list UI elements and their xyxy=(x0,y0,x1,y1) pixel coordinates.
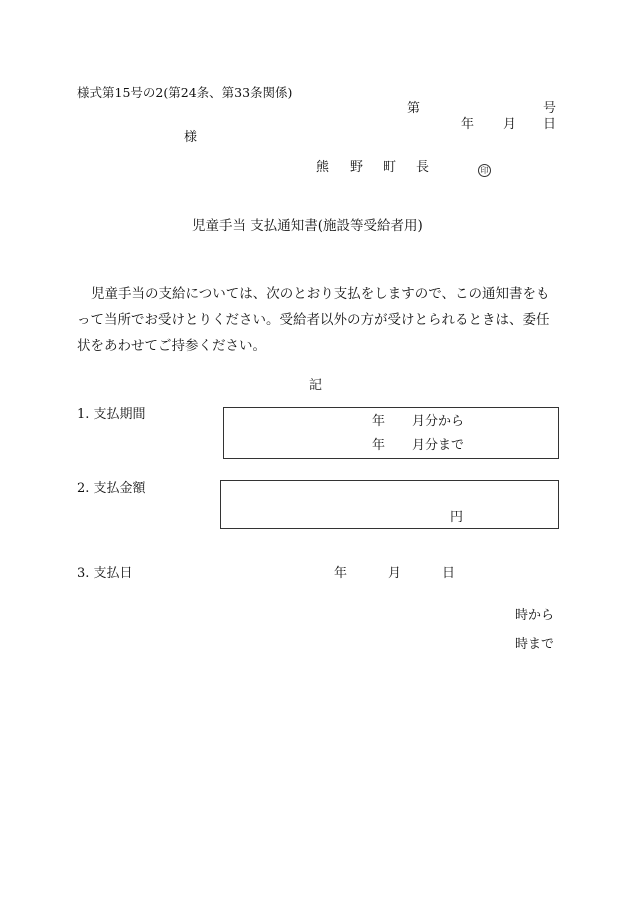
payment-date-month: 月 xyxy=(388,566,402,581)
ki-heading: 記 xyxy=(309,378,323,393)
issuer-char-4: 長 xyxy=(416,160,430,175)
body-line-2: って当所でお受けとりください。受給者以外の方が受けとられるときは、委任 xyxy=(77,312,550,328)
form-code: 様式第15号の2(第24条、第33条関係) xyxy=(77,85,293,100)
payment-period-box xyxy=(223,407,559,459)
document-title: 児童手当 支払通知書(施設等受給者用) xyxy=(192,218,423,234)
period-from-text: 月分から xyxy=(412,414,465,429)
issue-date-month: 月 xyxy=(503,117,517,132)
period-to-year: 年 xyxy=(372,438,386,453)
payment-amount-label: 2. 支払金額 xyxy=(77,481,146,496)
document-number-suffix: 号 xyxy=(543,101,557,116)
document-number-prefix: 第 xyxy=(407,101,421,116)
body-line-3: 状をあわせてご持参ください。 xyxy=(77,338,266,354)
payment-time-to: 時まで xyxy=(515,637,555,652)
seal-mark xyxy=(478,162,491,178)
issuer-char-2: 野 xyxy=(350,160,364,175)
body-line-1: 児童手当の支給については、次のとおり支払をしますので、この通知書をも xyxy=(91,286,550,302)
period-from-year: 年 xyxy=(372,414,386,429)
payment-amount-box xyxy=(220,480,559,529)
issuer-char-3: 町 xyxy=(383,160,397,175)
payment-date-year: 年 xyxy=(334,566,348,581)
addressee-honorific: 様 xyxy=(184,130,198,145)
payment-period-label: 1. 支払期間 xyxy=(77,407,146,422)
payment-date-day: 日 xyxy=(442,566,456,581)
body-paragraph xyxy=(77,281,563,359)
period-to-text: 月分まで xyxy=(412,438,465,453)
issuer-char-1: 熊 xyxy=(316,160,330,175)
seal-char: 印 xyxy=(478,164,491,177)
payment-time-from: 時から xyxy=(515,608,555,623)
amount-unit: 円 xyxy=(450,510,464,525)
issue-date-day: 日 xyxy=(543,117,557,132)
payment-date-label: 3. 支払日 xyxy=(77,566,133,581)
issue-date-year: 年 xyxy=(461,117,475,132)
